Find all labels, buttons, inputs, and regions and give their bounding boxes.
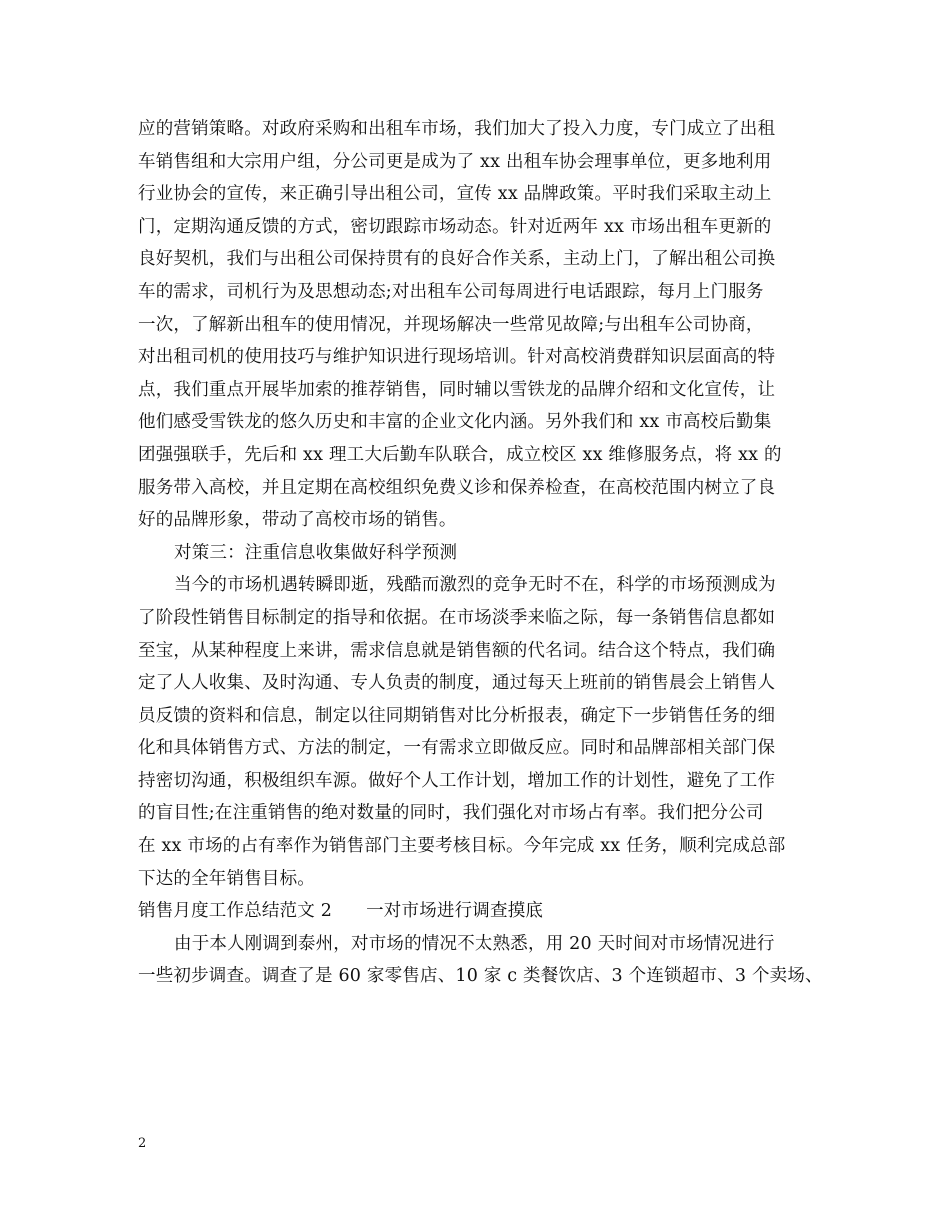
- paragraph-line: 门，定期沟通反馈的方式，密切跟踪市场动态。针对近两年 xx 市场出租车更新的: [138, 216, 772, 237]
- section-subtitle: 一对市场进行调查摸底: [366, 901, 544, 922]
- heading-strategy-three: 对策三：注重信息收集做好科学预测: [174, 542, 458, 563]
- paragraph-line: 好的品牌形象，带动了高校市场的销售。: [138, 510, 457, 531]
- section-heading-line: [138, 895, 838, 928]
- paragraph-line: 在 xx 市场的占有率作为销售部门主要考核目标。今年完成 xx 任务，顺利完成总部: [138, 836, 786, 857]
- paragraph-line: 良好契机，我们与出租公司保持贯有的良好合作关系，主动上门，了解出租公司换: [138, 249, 776, 270]
- paragraph-line: 至宝，从某种程度上来讲，需求信息就是销售额的代名词。结合这个特点，我们确: [138, 640, 776, 661]
- paragraph-line: 一些初步调查。调查了是 60 家零售店、10 家 c 类餐饮店、3 个连锁超市、3 个卖场、: [138, 966, 823, 987]
- document-body: [138, 113, 838, 993]
- paragraph-line: 持密切沟通，积极组织车源。做好个人工作计划，增加工作的计划性，避免了工作: [138, 770, 776, 791]
- paragraph-line: 车销售组和大宗用户组，分公司更是成为了 xx 出租车协会理事单位，更多地利用: [138, 151, 772, 172]
- paragraph-line: 定了人人收集、及时沟通、专人负责的制度，通过每天上班前的销售晨会上销售人: [138, 673, 776, 694]
- paragraph-line: 他们感受雪铁龙的悠久历史和丰富的企业文化内涵。另外我们和 xx 市高校后勤集: [138, 412, 772, 433]
- paragraph-line: 员反馈的资料和信息，制定以往同期销售对比分析报表，确定下一步销售任务的细: [138, 705, 776, 726]
- paragraph-line: 应的营销策略。对政府采购和出租车市场，我们加大了投入力度，专门成立了出租: [138, 119, 776, 139]
- paragraph-line: 点，我们重点开展毕加索的推荐销售，同时辅以雪铁龙的品牌介绍和文化宣传，让: [138, 379, 776, 400]
- paragraph-line: 对出租司机的使用技巧与维护知识进行现场培训。针对高校消费群知识层面高的特: [138, 347, 776, 368]
- paragraph-line: 服务带入高校，并且定期在高校组织免费义诊和保养检查，在高校范围内树立了良: [138, 477, 776, 498]
- section-title: 销售月度工作总结范文 2: [138, 901, 333, 922]
- paragraph-line: 行业协会的宣传，来正确引导出租公司，宣传 xx 品牌政策。平时我们采取主动上: [138, 184, 772, 205]
- paragraph-line: 一次，了解新出租车的使用情况，并现场解决一些常见故障;与出租车公司协商，: [138, 314, 764, 335]
- paragraph-line: 团强强联手，先后和 xx 理工大后勤车队联合，成立校区 xx 维修服务点，将 xx 的: [138, 444, 782, 465]
- paragraph-line: 车的需求，司机行为及思想动态;对出租车公司每周进行电话跟踪，每月上门服务: [138, 281, 764, 302]
- page-number: 2: [138, 1136, 147, 1151]
- paragraph-line: 下达的全年销售目标。: [138, 868, 315, 889]
- paragraph-line: 由于本人刚调到泰州，对市场的情况不太熟悉，用 20 天时间对市场情况进行: [174, 933, 775, 954]
- paragraph-line: 当今的市场机遇转瞬即逝，残酷而激烈的竞争无时不在，科学的市场预测成为: [174, 575, 776, 596]
- paragraph-line: 化和具体销售方式、方法的制定，一有需求立即做反应。同时和品牌部相关部门保: [138, 738, 776, 759]
- paragraph-line: 的盲目性;在注重销售的绝对数量的同时，我们强化对市场占有率。我们把分公司: [138, 803, 764, 824]
- paragraph-line: 了阶段性销售目标制定的指导和依据。在市场淡季来临之际，每一条销售信息都如: [138, 607, 776, 628]
